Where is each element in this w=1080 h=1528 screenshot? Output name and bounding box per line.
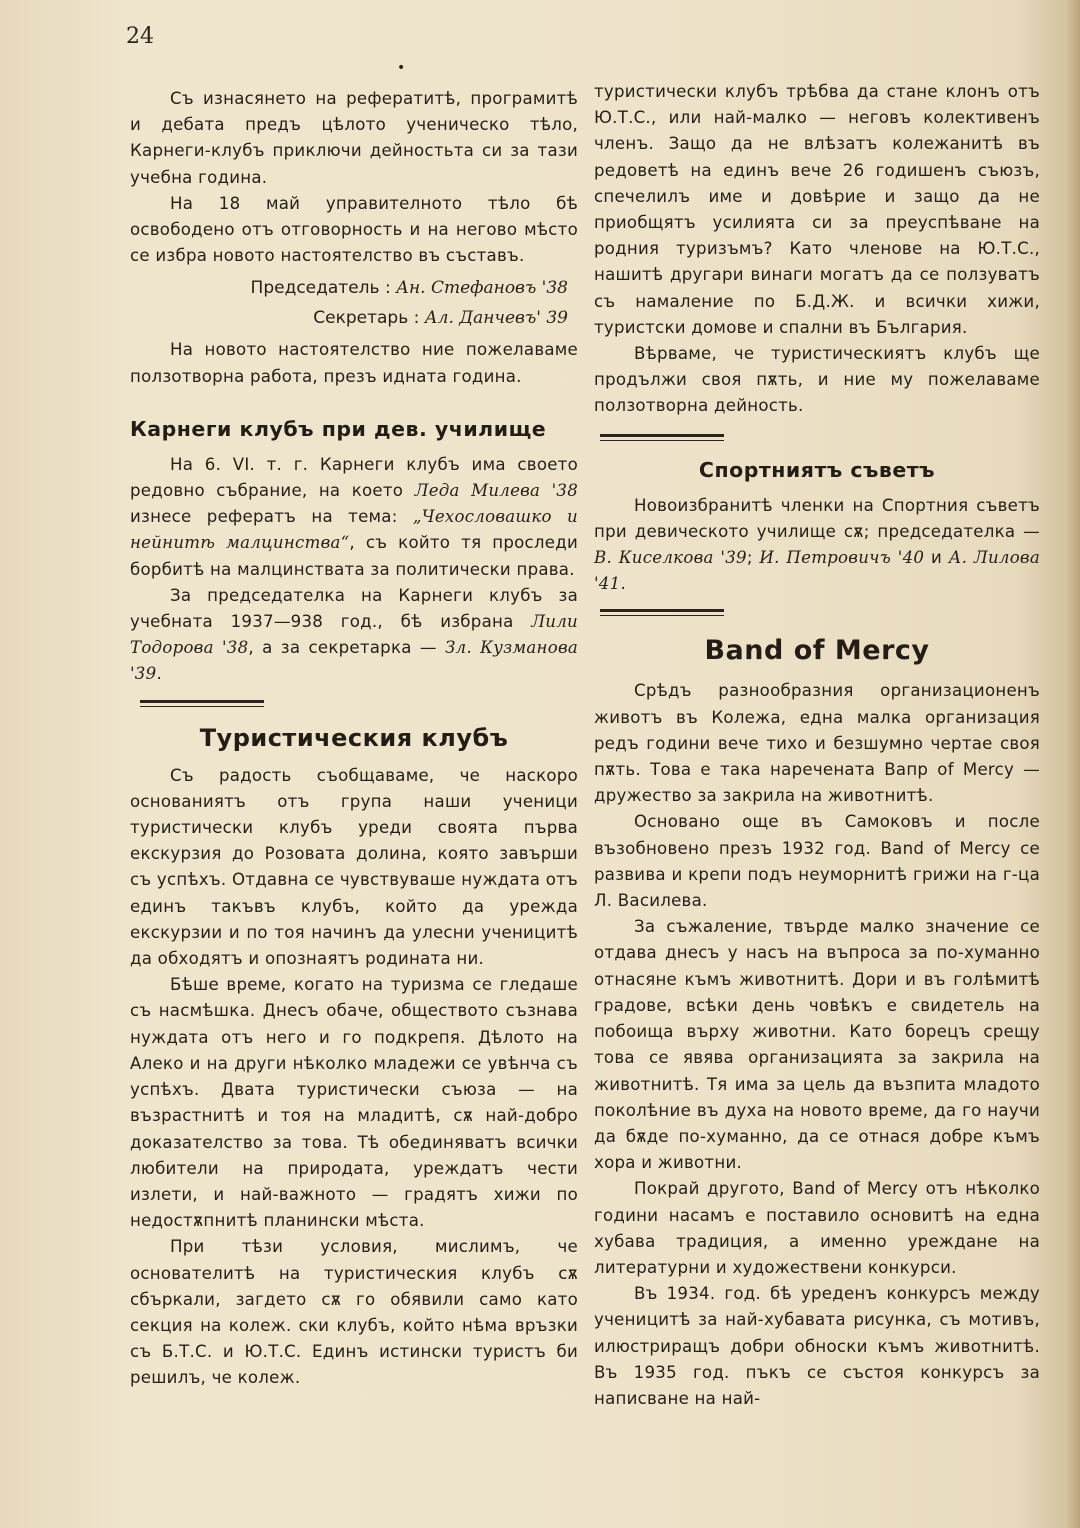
band-paragraph-3: За съжаление, твърде малко значение се отдава днесъ у насъ на въпроса за по-хуманно отнасяне къмъ животнитѣ. Дори и въ голѣмитѣ градове, всѣки день човѣкъ е свидетель на побоища върху животни. Като борецъ срещу това се явява организацията за закрила на животнитѣ. Тя има за цель да възпита младото поколѣние въ духа на новото време, да го научи да бѫде по-хуманно, да се отнася добре къмъ хора и животни.	[594, 917, 1040, 1173]
sport-council-paragraph: Новоизбранитѣ членки на Спортния съветъ при девическото училище сѫ; председателка — В. Киселкова '39; И. Петровичъ '40 и А. Лилова '41.	[594, 495, 1040, 594]
tourist-paragraph-2: Бѣше време, когато на туризма се гледаше съ насмѣшка. Днесъ обаче, обществото съзнава нуждата отъ него и го подкрепя. Дѣлото на Алеко и на други нѣколко младежи се увѣнча съ успѣхъ. Двата туристически съюза — на възрастнитѣ и тоя на младитѣ, сѫ най-добро доказателство за това. Тѣ обединяватъ всички любители на природата, уреждатъ чести излети, и най-важното — градятъ хижи по недостѫпнитѣ планински мѣста.	[130, 975, 578, 1231]
band-paragraph-5: Въ 1934. год. бѣ уреденъ конкурсъ между ученицитѣ за най-хубавата рисунка, съ мотивъ, илюстриращъ добри обноски къмъ животнитѣ. Въ 1935 год. пъкъ се състоя конкурсъ за написване на най-	[594, 1284, 1040, 1408]
tourist-paragraph-1: Съ радость съобщаваме, че наскоро основаниятъ отъ група наши ученици туристически клубъ уреди своята първа екскурзия до Розовата долина, която завърши съ успѣхъ. Отдавна се чувствуваше нуждата отъ единъ такъвъ клубъ, който да урежда екскурзии и по тоя начинъ да улесни ученицитѣ да обходятъ и опознаятъ родината ни.	[130, 765, 578, 969]
section-divider	[140, 700, 578, 707]
heading-band-of-mercy: Band of Mercy	[704, 635, 930, 667]
right-column	[594, 79, 1040, 1412]
officer-role: Секретарь :	[313, 308, 420, 329]
section-divider	[600, 434, 1040, 441]
officer-role: Председатель :	[250, 278, 391, 299]
officer-name: Ан. Стефановъ '38	[396, 278, 568, 299]
officer-name: Ал. Данчевъ' 39	[424, 308, 568, 329]
carnegie-girls-paragraph-1: На 6. VI. т. г. Карнеги клубъ има своето редовно събрание, на което Леда Милева '38 изнесе рефератъ на тема: „Чехословашко и нейнитѣ малцинства“, съ който тя проследи борбитѣ на малцинствата за политически права.	[130, 454, 579, 579]
band-paragraph-1: Срѣдъ разнообразния организационенъ животъ въ Колежа, една малка организация редъ години вече тихо и безшумно чертае своя пѫть. Това е така наречената Bапр of Mercy — дружество за закрила на животнитѣ.	[594, 681, 1040, 806]
wishes-paragraph: На новото настоятелство ние пожелаваме ползотворна работа, презъ идната година.	[130, 340, 578, 386]
board-election-paragraph: На 18 май управителното тѣло бѣ освободено отъ отговорность и на негово мѣсто се избра новото настоятелство въ съставъ.	[130, 193, 578, 266]
band-paragraph-4: Покрай другото, Band of Mercy отъ нѣколко години насамъ е поставило основитѣ на една хубава традиция, а именно уреждане на литературни и художествени конкурси.	[594, 1179, 1040, 1277]
heading-tourist-club: Туристическия клубъ	[199, 723, 509, 752]
officer-row-secretary	[130, 303, 578, 333]
tourist-wishes-paragraph: Вѣрваме, че туристическиятъ клубъ ще продължи своя пѫть, и ние му пожелаваме ползотворна дейность.	[594, 344, 1040, 416]
officer-row-chairman	[130, 273, 578, 303]
tourist-continued-paragraph: туристически клубъ трѣбва да стане клонъ отъ Ю.Т.С., или най-малко — неговъ колективенъ членъ. Защо да не влѣзатъ колежанитѣ въ редоветѣ на единъ вече 26 годишенъ съюзъ, спечелилъ име и довѣрие и защо да не приобщятъ усилията си за преуспѣване на родния туризъмъ? Като членове на Ю.Т.С., нашитѣ другари винаги могатъ да се ползуватъ съ намаление по Б.Д.Ж. и всички хижи, туристски домове и спални въ България.	[594, 82, 1040, 337]
carnegie-closing-paragraph: Съ изнасянето на рефератитѣ, програмитѣ и дебата предъ цѣлото ученическо тѣло, Карнеги-клубъ приключи дейностьта си за тази учебна година.	[130, 89, 578, 187]
band-paragraph-2: Основано още въ Самоковъ и после възобновено презъ 1932 год. Band of Mercy се развива и крепи подъ неуморнитѣ грижи на г-ца Л. Василева.	[594, 812, 1040, 911]
page-number: 24	[126, 24, 154, 49]
section-divider	[600, 609, 1040, 616]
heading-sport-council: Спортниятъ съветъ	[698, 457, 936, 482]
page-dot: •	[397, 60, 406, 76]
page-edge	[1064, 0, 1080, 1528]
left-column	[130, 86, 578, 1392]
tourist-paragraph-3: При тѣзи условия, мислимъ, че основателитѣ на туристическия клубъ сѫ сбъркали, загдето сѫ го обявили само като секция на колеж. ски клубъ, който нѣма връзки съ Б.Т.С. и Ю.Т.С. Единъ истински туристъ би решилъ, че колеж.	[130, 1237, 578, 1388]
carnegie-girls-paragraph-2: За председателка на Карнеги клубъ за учебната 1937—938 год., бѣ избрана Лили Тодорова '38, а за секретарка — Зл. Кузманова '39.	[130, 585, 578, 684]
heading-carnegie-girls: Карнеги клубъ при дев. училище	[130, 416, 547, 441]
